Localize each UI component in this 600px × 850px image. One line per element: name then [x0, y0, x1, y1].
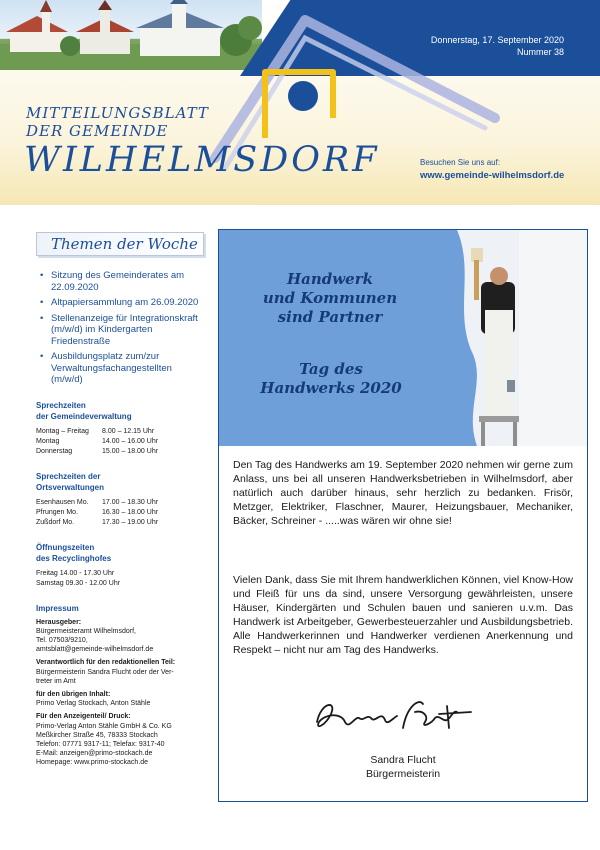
- recycling-line: Freitag 14.00 - 17.30 Uhr: [36, 569, 115, 577]
- verantwortlich-line: treter im Amt: [36, 677, 76, 685]
- issue-date: Donnerstag, 17. September 2020: [430, 35, 564, 45]
- office-hours-heading-line-2: der Gemeindeverwaltung: [36, 411, 132, 421]
- themen-der-woche-heading: Themen der Woche: [36, 232, 204, 256]
- verantwortlich-line: Bürgermeisterin Sandra Flucht oder der Ver-: [36, 668, 174, 676]
- impressum-heading: Impressum: [36, 603, 79, 613]
- article-paragraph: Vielen Dank, dass Sie mit Ihrem handwerklichen Können, viel Know-How und Fleiß für uns da sind, unsere Versorgung gewährleisten, unsere Häuser, Kindergärten und Schulen bauen und sanieren u.v.m. Das Handwerk ist Arbeitgeber, Gewerbesteuerzahler und Ausbildungsbetrieb. Alle Handwerkerinnen und Handwerker verdienen Anerkennung und Respekt – nicht nur am Tag des Handwerks.: [233, 574, 573, 656]
- banner-title: [255, 270, 405, 327]
- banner-subtitle: [241, 360, 421, 398]
- anzeigen-email[interactable]: E-Mail: anzeigen@primo-stockach.de: [36, 750, 153, 758]
- office-hours-table: [36, 427, 201, 457]
- recycling-hours: [36, 569, 201, 589]
- branch-hours-heading: [36, 471, 206, 493]
- hours-time: 14.00 – 16.00 Uhr: [102, 437, 159, 445]
- masthead: [0, 0, 600, 205]
- uebrige-line: Primo Verlag Stockach, Anton Stähle: [36, 700, 151, 708]
- issue-info: [431, 34, 564, 58]
- hours-row: [36, 518, 201, 528]
- topic-item: • Stellenanzeige für Integrationskraft (m/w/d) im Kindergarten Friedenstraße: [36, 313, 206, 348]
- banner-line: Handwerks 2020: [260, 379, 402, 397]
- herausgeber-line: Tel. 07503/9210,: [36, 636, 88, 644]
- recycling-heading: [36, 542, 206, 564]
- topic-item: • Altpapiersammlung am 26.09.2020: [36, 297, 206, 309]
- article-box: [218, 229, 588, 802]
- hours-row: [36, 427, 201, 437]
- signer-role: Bürgermeisterin: [365, 768, 441, 780]
- sidebar: [36, 232, 206, 768]
- website-link[interactable]: www.gemeinde-wilhelmsdorf.de: [420, 170, 565, 181]
- handwerk-banner: [219, 230, 587, 446]
- topic-item: • Ausbildungsplatz zum/zur Verwaltungsfachangestellten (m/w/d): [36, 351, 206, 386]
- recycling-heading-line-2: des Recyclinghofes: [36, 553, 112, 563]
- hours-row: [36, 437, 201, 447]
- anzeigen-line: Telefon: 07771 9317-11; Telefax: 9317-40: [36, 740, 165, 748]
- recycling-heading-line-1: Öffnungszeiten: [36, 542, 95, 552]
- visit-label: Besuchen Sie uns auf:: [420, 158, 501, 167]
- issue-number: Nummer 38: [516, 47, 564, 57]
- hours-day: Montag – Freitag: [36, 427, 89, 435]
- uebrige-label: für den übrigen Inhalt:: [36, 690, 111, 698]
- signer-name: Sandra Flucht: [370, 754, 436, 766]
- subtitle-line-2: DER GEMEINDE: [26, 122, 169, 140]
- recycling-line: Samstag 09.30 - 12.00 Uhr: [36, 579, 121, 587]
- article-paragraph: Den Tag des Handwerks am 19. September 2020 nehmen wir gerne zum Anlass, uns bei all unseren Handwerksbetrieben in Wilhelmsdorf, aber natürlich auch darüber hinaus, sehr herzlich zu bedanken. Frisör, Metzger, Elektriker, Flaschner, Maurer, Heizungsbauer, Mechaniker, Bäcker, Schreiner - .....was wären wir ohne sie!: [233, 459, 573, 527]
- hours-day: Donnerstag: [36, 447, 73, 455]
- hours-row: [36, 498, 201, 508]
- hours-time: 16.30 – 18.00 Uhr: [102, 508, 159, 516]
- subtitle-line-1: MITTEILUNGSBLATT: [26, 104, 209, 122]
- anzeigen-homepage[interactable]: Homepage: www.primo-stockach.de: [36, 759, 149, 767]
- handwritten-signature: [311, 692, 481, 738]
- anzeigen-label: Für den Anzeigenteil/ Druck:: [36, 713, 131, 721]
- hours-time: 17.00 – 18.30 Uhr: [102, 498, 159, 506]
- publication-title: WILHELMSDORF: [24, 140, 380, 180]
- branch-hours-heading-line-1: Sprechzeiten der: [36, 471, 101, 481]
- hours-row: [36, 447, 201, 457]
- hours-day: Esenhausen Mo.: [36, 498, 89, 506]
- herausgeber-label: Herausgeber:: [36, 618, 82, 626]
- office-hours-heading-line-1: Sprechzeiten: [36, 400, 86, 410]
- painter-illustration: [219, 230, 587, 446]
- hours-day: Zußdorf Mo.: [36, 518, 75, 526]
- hours-row: [36, 508, 201, 518]
- anzeigen-line: Meßkircher Straße 45, 78333 Stockach: [36, 731, 158, 739]
- anzeigen-line: Primo-Verlag Anton Stähle GmbH & Co. KG: [36, 722, 172, 730]
- herausgeber-email[interactable]: amtsblatt@gemeinde-wilhelmsdorf.de: [36, 646, 154, 654]
- office-hours-heading: [36, 400, 206, 422]
- hours-day: Montag: [36, 437, 60, 445]
- topics-list: [36, 270, 206, 386]
- herausgeber-line: Bürgermeisteramt Wilhelmsdorf,: [36, 627, 136, 635]
- banner-line: und Kommunen: [262, 289, 398, 307]
- branch-hours-table: [36, 498, 201, 528]
- topic-item: • Sitzung des Gemeinderates am 22.09.2020: [36, 270, 206, 293]
- hours-day: Pfrungen Mo.: [36, 508, 79, 516]
- banner-line: sind Partner: [277, 308, 383, 326]
- branch-hours-heading-line-2: Ortsverwaltungen: [36, 482, 105, 492]
- publication-subtitle: [26, 104, 209, 140]
- banner-line: Tag des: [299, 360, 363, 378]
- hours-time: 17.30 – 19.00 Uhr: [102, 518, 159, 526]
- banner-line: Handwerk: [286, 270, 374, 288]
- verantwortlich-label: Verantwortlich für den redaktionellen Teil:: [36, 659, 176, 667]
- hours-time: 15.00 – 18.00 Uhr: [102, 447, 159, 455]
- hours-time: 8.00 – 12.15 Uhr: [102, 427, 155, 435]
